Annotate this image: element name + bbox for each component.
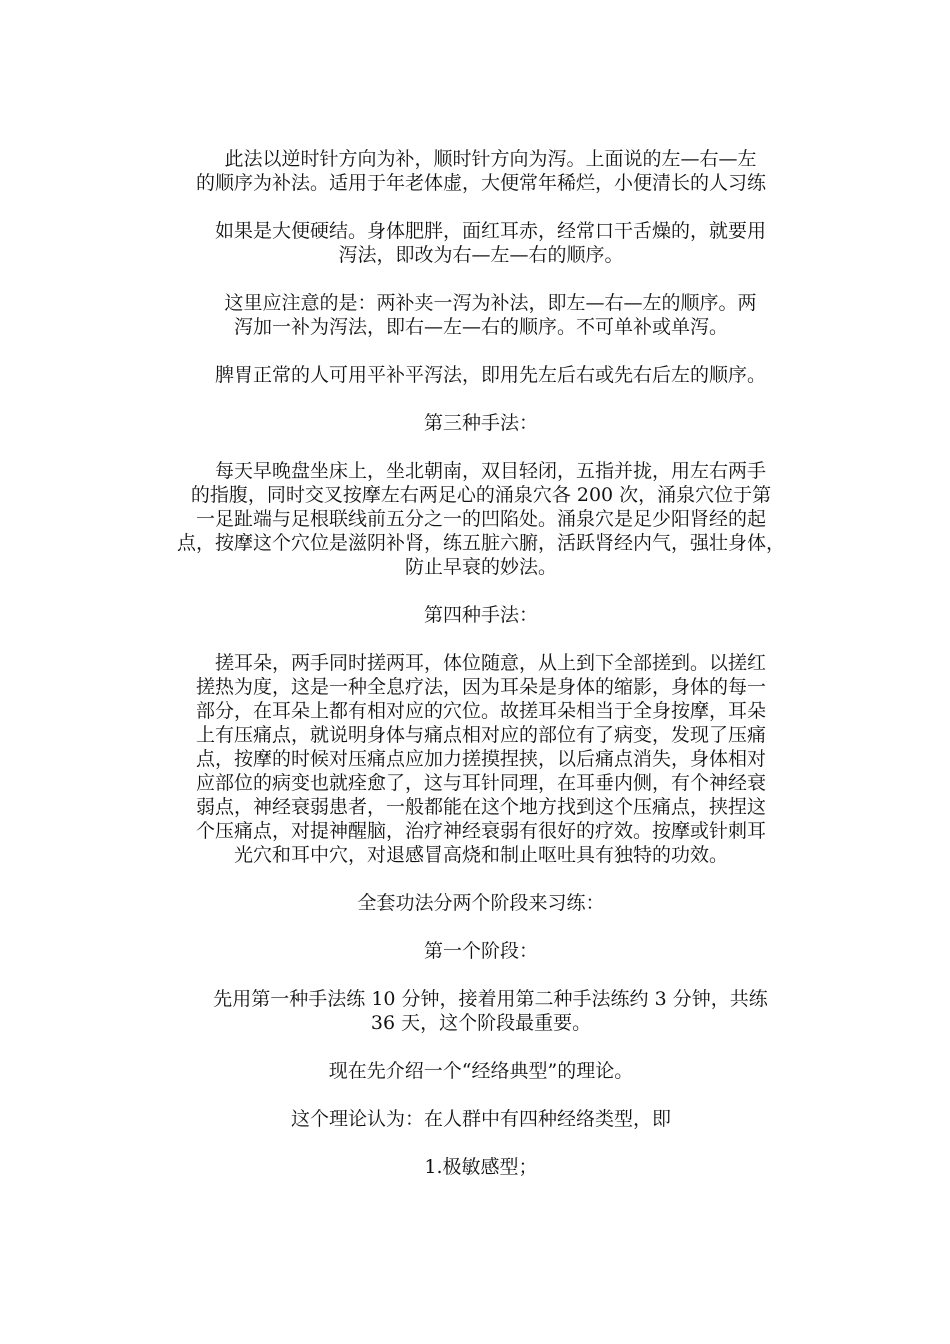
heading-third-technique: 第三种手法： xyxy=(423,412,538,434)
document-page xyxy=(143,147,819,1203)
list-item-type-1: 1.极敏感型； xyxy=(424,1156,538,1178)
heading-two-stages: 全套功法分两个阶段来习练： xyxy=(357,892,605,914)
heading-fourth-technique: 第四种手法： xyxy=(423,604,538,626)
heading-first-stage: 第一个阶段： xyxy=(423,940,538,962)
paragraph-sedate-method: 如果是大便硬结。身体肥胖，面红耳赤，经常口干舌燥的，就要用 泻法，即改为右—左—右的顺序。 xyxy=(214,220,766,266)
paragraph-attention-note: 这里应注意的是：两补夹一泻为补法，即左—右—左的顺序。两 泻加一补为泻法，即右—左—右的顺序。不可单补或单泻。 xyxy=(224,292,757,338)
paragraph-third-technique: 每天早晚盘坐床上，坐北朝南，双目轻闭，五指并拢，用左右两手 的指腹，同时交叉按摩左右两足心的涌泉穴各 200 次，涌泉穴位于第 一足趾端与足根联线前五分之一的凹陷处。涌泉穴是足少阳肾经的起 点，按摩这个穴位是滋阴补肾，练五脏六腑，活跃肾经内气，强壮身体， 防止早衰的妙法。 xyxy=(176,460,785,578)
paragraph-theory-intro: 现在先介绍一个“经络典型”的理论。 xyxy=(328,1060,634,1082)
paragraph-first-stage: 先用第一种手法练 10 分钟，接着用第二种手法练约 3 分钟，共练 36 天，这个阶段最重要。 xyxy=(213,988,768,1034)
paragraph-balanced-method: 脾胃正常的人可用平补平泻法，即用先左后右或先右后左的顺序。 xyxy=(195,364,766,386)
paragraph-fourth-technique: 搓耳朵，两手同时搓两耳，体位随意，从上到下全部搓到。以搓红 搓热为度，这是一种全息疗法，因为耳朵是身体的缩影，身体的每一 部分，在耳朵上都有相对应的穴位。故搓耳朵相当于全身按摩，耳朵 上有压痛点，就说明身体与痛点相对应的部位有了病变，发现了压痛 点，按摩的时候对压痛点应加力搓摸捏挟，以后痛点消失，身体相对 应部位的病变也就痊愈了，这与耳针同理，在耳垂内侧，有个神经衰 弱点，神经衰弱患者，一般都能在这个地方找到这个压痛点，挟捏这 个压痛点，对提神醒脑，治疗神经衰弱有很好的疗效。按摩或针刺耳 光穴和耳中穴，对退感冒高烧和制止呕吐具有独特的功效。 xyxy=(195,652,766,866)
paragraph-tonify-method: 此法以逆时针方向为补，顺时针方向为泻。上面说的左—右—左 的顺序为补法。适用于年老体虚，大便常年稀烂，小便清长的人习练 xyxy=(195,148,766,194)
paragraph-theory-statement: 这个理论认为：在人群中有四种经络类型，即 xyxy=(290,1108,671,1130)
